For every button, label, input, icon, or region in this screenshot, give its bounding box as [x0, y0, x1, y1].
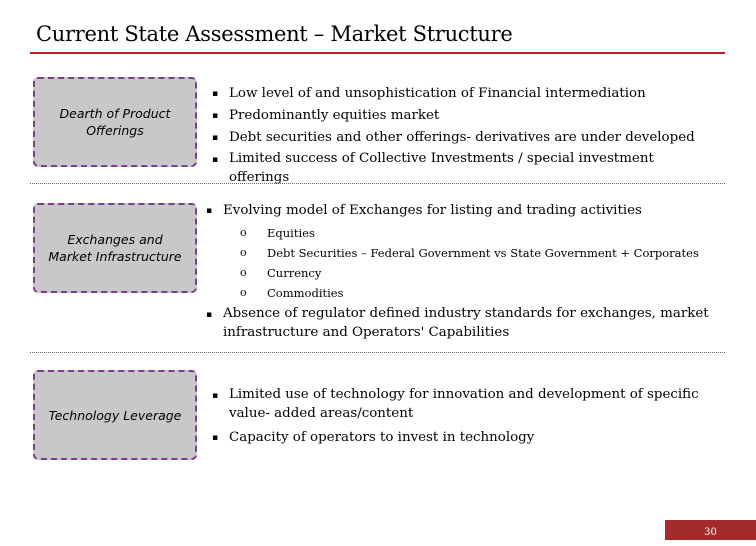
label-box-dearth-of-product-offerings — [33, 77, 197, 167]
list-item: ▪ Debt securities and other offerings- derivatives are under developed — [212, 127, 712, 149]
square-bullet-icon: ▪ — [212, 391, 219, 401]
square-bullet-icon: ▪ — [212, 155, 219, 165]
list-item: o Equities — [240, 223, 740, 243]
title-underline — [30, 52, 725, 54]
square-bullet-icon: ▪ — [206, 310, 213, 320]
label-box-technology-leverage — [33, 370, 197, 460]
square-bullet-icon: ▪ — [212, 433, 219, 443]
square-bullet-icon: ▪ — [206, 206, 213, 216]
list-item: ▪ Absence of regulator defined industry standards for exchanges, market infrastructure and Operators' Capabilities — [206, 306, 709, 340]
label-line: Exchanges and — [67, 232, 163, 247]
bullet-list-regulator-standards — [206, 304, 726, 342]
label-line: Technology Leverage — [48, 407, 182, 423]
bullet-list-technology — [212, 385, 712, 449]
page-number: 30 — [665, 520, 756, 540]
section-divider — [30, 183, 725, 184]
list-item: ▪ Capacity of operators to invest in technology — [212, 427, 712, 449]
label-line: Offerings — [86, 123, 144, 138]
circle-bullet-icon: o — [240, 286, 247, 299]
square-bullet-icon: ▪ — [212, 89, 219, 99]
list-item: ▪ Limited success of Collective Investments / special investment offerings — [212, 151, 654, 185]
square-bullet-icon: ▪ — [212, 111, 219, 121]
list-item: ▪ Evolving model of Exchanges for listing and trading activities — [206, 200, 726, 222]
page-title: Current State Assessment – Market Structure — [36, 22, 513, 46]
list-item: ▪ Limited use of technology for innovation and development of specific value- added areas/content — [212, 387, 699, 421]
list-item: o Currency — [240, 263, 740, 283]
label-line: Dearth of Product — [59, 106, 171, 121]
circle-bullet-icon: o — [240, 226, 247, 239]
sub-bullet-list-exchange-activities — [240, 223, 740, 303]
square-bullet-icon: ▪ — [212, 133, 219, 143]
list-item: o Debt Securities – Federal Government vs State Government + Corporates — [240, 243, 740, 263]
circle-bullet-icon: o — [240, 266, 247, 279]
bullet-list-product-offerings — [212, 83, 712, 187]
bullet-list-exchanges — [206, 200, 726, 222]
section-divider — [30, 352, 725, 353]
circle-bullet-icon: o — [240, 246, 247, 259]
list-item: ▪ Low level of and unsophistication of Financial intermediation — [212, 83, 712, 105]
list-item: ▪ Predominantly equities market — [212, 105, 712, 127]
list-item: o Commodities — [240, 283, 740, 303]
label-box-exchanges-market-infrastructure — [33, 203, 197, 293]
label-line: Market Infrastructure — [48, 249, 182, 264]
